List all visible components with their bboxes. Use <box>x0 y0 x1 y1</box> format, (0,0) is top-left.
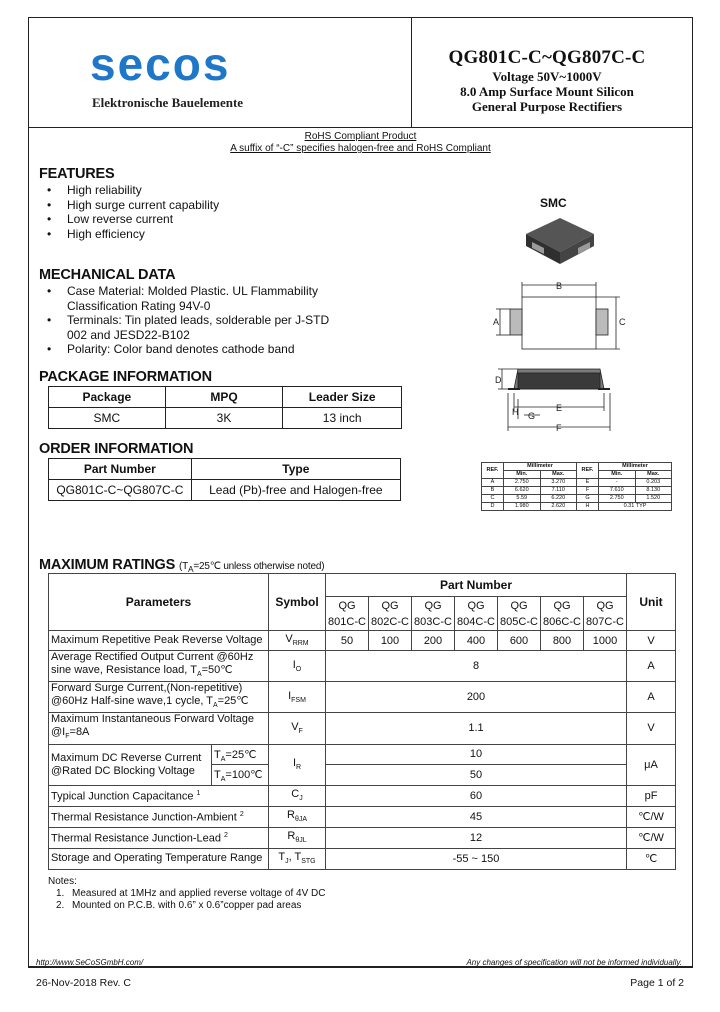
table-row: Thermal Resistance Junction-Lead $^2$ $R_{\theta JL}$ 12 ℃/W <box>49 827 676 848</box>
rohs-line: RoHS Compliant Product <box>304 131 417 142</box>
part-number-cell: 803C-C <box>412 615 455 631</box>
table-row: Maximum DC Reverse Current @Rated DC Blocking Voltage $T_A=25℃$ $T_A=100℃$ $I_R$ 10 μA <box>49 744 676 765</box>
col-symbol: Symbol <box>269 574 326 631</box>
dim-label-b: B <box>556 281 563 291</box>
page-title: QG801C-C~QG807C-C <box>448 47 646 68</box>
table-header: MPQ <box>165 387 283 408</box>
dim-label-a: A <box>493 317 500 327</box>
list-item: • High efficiency <box>47 227 219 242</box>
order-info-heading: ORDER INFORMATION <box>39 441 194 457</box>
table-header: REF. <box>577 463 599 479</box>
part-number-cell: 804C-C <box>455 615 498 631</box>
table-row: 50 <box>49 765 676 786</box>
table-row: D 1.980 2.620 H 0.31 TYP <box>482 503 672 511</box>
dim-label-g: G <box>528 411 536 421</box>
table-header: Package <box>49 387 166 408</box>
mechanical-heading: MECHANICAL DATA <box>39 267 176 283</box>
footer-divider <box>28 967 693 968</box>
part-number-cell: 802C-C <box>369 615 412 631</box>
table-cell: SMC <box>49 408 166 429</box>
notes-title: Notes: <box>48 876 77 887</box>
title-block <box>412 47 682 114</box>
package-label: SMC <box>540 196 567 210</box>
title-line: Voltage 50V~1000V <box>492 69 602 84</box>
table-cell: 13 inch <box>283 408 402 429</box>
table-header: Max. <box>540 471 577 479</box>
list-item: • Low reverse current <box>47 212 219 227</box>
max-ratings-table: Parameters Symbol Part Number Unit QG QG QG QG QG QG QG 801C-C 802C-C 803C-C 804C-C 805C-C 806C-C 807C-C Maximum Repetitive Peak Reverse Voltage $V_{RRM}$ 50 100 200 400 600 800 1000 V Average Rectified Output Current @60Hz sine wave, Resistance load, $T_A=50℃$ $I_O$ 8 A Forward Surge Current,(Non-repetitive) @60Hz Half-sine wave,1 cycle, $T_A=25℃$ $I_{FSM}$ 200 A Maximum Instantaneous Forward Voltage $@I_F=8A$ $V_F$ 1.1 V Maximum DC Reverse Current @Rated DC Blocking Voltage $T_A=25℃$ $T_A=100℃$ $I_R$ 10 μA 50 Typical Junction Capacitance $^1$ $C_J$ 60 pF Thermal Resistance Junction-Ambient $^2$ $R_{\theta JA}$ 45 ℃/W Thermal Resistance Junction-Lead $^2$ $R_{\theta JL}$ 12 ℃/W Storage and Operating Temperature Range $T_J$, $T_{STG}$ -55 ~ 150 ℃ <box>48 573 676 870</box>
table-cell: 3K <box>165 408 283 429</box>
max-ratings-heading: MAXIMUM RATINGS ($T_A=25℃$ unless otherwise noted) <box>39 557 325 574</box>
list-item: • Case Material: Molded Plastic. UL Flammability <box>47 284 329 299</box>
note-item: 2. Mounted on P.C.B. with 0.6” x 0.6”copper pad areas <box>56 900 302 911</box>
features-list <box>47 183 219 241</box>
table-row: Maximum Repetitive Peak Reverse Voltage $V_{RRM}$ 50 100 200 400 600 800 1000 V <box>49 631 676 651</box>
table-row: Typical Junction Capacitance $^1$ $C_J$ 60 pF <box>49 785 676 806</box>
table-row: B 6.620 7.110 F 7.610 8.130 <box>482 487 672 495</box>
rohs-notice <box>28 131 693 155</box>
logo-subtitle: Elektronische Bauelemente <box>92 95 244 110</box>
table-header: Millimeter <box>599 463 672 471</box>
table-header: Min. <box>599 471 636 479</box>
mechanical-list <box>47 284 329 357</box>
table-row: Thermal Resistance Junction-Ambient $^2$ $R_{\theta JA}$ 45 ℃/W <box>49 806 676 827</box>
table-header: Millimeter <box>504 463 577 471</box>
col-part-number: Part Number <box>326 574 627 597</box>
list-item: • High surge current capability <box>47 198 219 213</box>
table-row: Forward Surge Current,(Non-repetitive) @60Hz Half-sine wave,1 cycle, $T_A=25℃$ $I_{FSM}$ 200 A <box>49 682 676 713</box>
footer-disclaimer: Any changes of specification will not be informed individually. <box>466 958 682 967</box>
title-line: General Purpose Rectifiers <box>471 99 623 114</box>
dim-label-f: F <box>556 423 562 433</box>
smc-package-3d-image <box>518 212 598 268</box>
part-number-cell: 807C-C <box>584 615 627 631</box>
footer-date: 26-Nov-2018 Rev. C <box>36 977 131 989</box>
table-header: Min. <box>504 471 541 479</box>
logo-text: secos <box>90 47 231 87</box>
table-header: Max. <box>635 471 672 479</box>
part-number-cell: 805C-C <box>498 615 541 631</box>
table-row: A 2.750 3.270 E - 0.203 <box>482 479 672 487</box>
note-item: 1. Measured at 1MHz and applied reverse voltage of 4V DC <box>56 888 326 899</box>
footer-url[interactable]: http://www.SeCoSGmbH.com/ <box>36 958 144 967</box>
dim-label-h: H <box>512 407 519 417</box>
table-header: Type <box>191 459 400 480</box>
dimensions-table <box>481 462 672 511</box>
notes <box>48 876 325 912</box>
list-item: • High reliability <box>47 183 219 198</box>
max-ratings-condition: ($T_A=25℃$ unless otherwise noted) <box>178 561 325 574</box>
col-parameters: Parameters <box>49 574 269 631</box>
table-row: C 5.59 6.220 G 2.750 1.520 <box>482 495 672 503</box>
part-number-cell: 806C-C <box>541 615 584 631</box>
secos-logo <box>90 47 265 87</box>
list-item: • Terminals: Tin plated leads, solderable per J-STD <box>47 313 329 328</box>
part-number-cell: 801C-C <box>326 615 369 631</box>
page-number: Page 1 of 2 <box>630 977 684 989</box>
table-header: Part Number <box>49 459 192 480</box>
features-heading: FEATURES <box>39 166 115 182</box>
smc-dimension-drawing <box>490 277 630 437</box>
dim-label-c: C <box>619 317 626 327</box>
dim-label-e: E <box>556 403 563 413</box>
table-row: Storage and Operating Temperature Range $T_J$, $T_{STG}$ -55 ~ 150 ℃ <box>49 848 676 869</box>
list-item: • Polarity: Color band denotes cathode band <box>47 342 329 357</box>
dim-label-d: D <box>495 375 502 385</box>
table-cell: Lead (Pb)-free and Halogen-free <box>191 480 400 501</box>
title-line: 8.0 Amp Surface Mount Silicon <box>460 84 634 99</box>
table-header: REF. <box>482 463 504 479</box>
table-cell: QG801C-C~QG807C-C <box>49 480 192 501</box>
list-item-continued: Classification Rating 94V-0 <box>67 298 211 313</box>
package-info-heading: PACKAGE INFORMATION <box>39 369 212 385</box>
table-header: Leader Size <box>283 387 402 408</box>
order-info-table <box>48 458 401 501</box>
package-info-table <box>48 386 402 429</box>
rohs-line: A suffix of “-C” specifies halogen-free and RoHS Compliant <box>230 143 491 154</box>
list-item-continued: 002 and JESD22-B102 <box>67 327 190 342</box>
col-unit: Unit <box>627 574 676 631</box>
table-row: Maximum Instantaneous Forward Voltage $@I_F=8A$ $V_F$ 1.1 V <box>49 713 676 744</box>
table-row: Average Rectified Output Current @60Hz sine wave, Resistance load, $T_A=50℃$ $I_O$ 8 A <box>49 651 676 682</box>
